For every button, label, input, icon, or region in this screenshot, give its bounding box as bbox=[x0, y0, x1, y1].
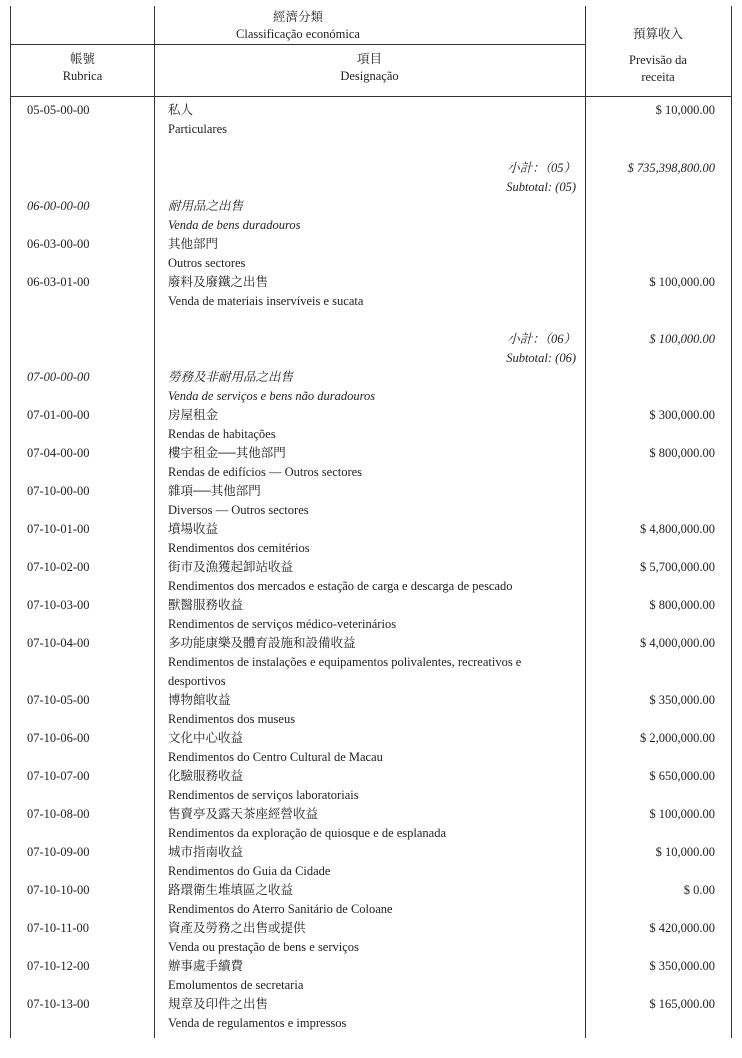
row-amount: $ 650,000.00 bbox=[649, 769, 715, 783]
subtotal-label-pt: Subtotal: (05) bbox=[506, 180, 576, 194]
row-desc-zh: 耐用品之出售 bbox=[168, 199, 244, 213]
row-amount: $ 800,000.00 bbox=[649, 598, 715, 612]
row-desc-zh: 資產及勞務之出售或提供 bbox=[168, 921, 306, 935]
row-code: 07-10-02-00 bbox=[27, 560, 90, 574]
row-desc-pt: Rendimentos dos mercados e estação de carga e descarga de pescado bbox=[168, 579, 513, 593]
row-code: 07-10-12-00 bbox=[27, 959, 90, 973]
row-code: 07-10-00-00 bbox=[27, 484, 90, 498]
header-rubrica-pt: Rubrica bbox=[62, 69, 103, 83]
row-code: 07-10-09-00 bbox=[27, 845, 90, 859]
row-desc-pt: Emolumentos de secretaria bbox=[168, 978, 304, 992]
row-code: 07-10-08-00 bbox=[27, 807, 90, 821]
header-designacao-zh: 項目 bbox=[356, 52, 382, 66]
row-code: 06-00-00-00 bbox=[27, 199, 90, 213]
row-code: 07-10-13-00 bbox=[27, 997, 90, 1011]
row-desc-pt: Rendimentos de serviços laboratoriais bbox=[168, 788, 359, 802]
row-desc-zh: 多功能康樂及體育設施和設備收益 bbox=[168, 636, 356, 650]
row-code: 07-10-10-00 bbox=[27, 883, 90, 897]
subtotal-amount: $ 100,000.00 bbox=[649, 332, 715, 346]
row-desc-pt: Rendimentos do Aterro Sanitário de Coloane bbox=[168, 902, 393, 916]
row-code: 07-10-04-00 bbox=[27, 636, 90, 650]
row-desc-pt: Rendimentos do Guia da Cidade bbox=[168, 864, 331, 878]
row-amount: $ 800,000.00 bbox=[649, 446, 715, 460]
row-desc-zh: 廢料及廢鐵之出售 bbox=[168, 275, 269, 289]
header-rule-bottom bbox=[11, 96, 731, 97]
row-amount: $ 165,000.00 bbox=[649, 997, 715, 1011]
header-rubrica bbox=[11, 51, 154, 85]
row-desc-zh: 城市指南收益 bbox=[168, 845, 244, 859]
row-amount: $ 5,700,000.00 bbox=[640, 560, 715, 574]
row-code: 07-10-05-00 bbox=[27, 693, 90, 707]
row-desc-zh: 房屋租金 bbox=[168, 408, 219, 422]
row-desc-pt: Particulares bbox=[168, 122, 228, 136]
row-amount: $ 10,000.00 bbox=[655, 103, 715, 117]
row-desc-pt: Rendimentos de instalações e equipamentos polivalentes, recreativos e desportivos bbox=[168, 655, 522, 688]
header-previsao bbox=[585, 26, 731, 86]
row-code: 06-03-01-00 bbox=[27, 275, 90, 289]
column-divider-code bbox=[154, 6, 155, 1038]
row-desc-zh: 獸醫服務收益 bbox=[168, 598, 244, 612]
row-desc-pt: Rendimentos da exploração de quiosque e de esplanada bbox=[168, 826, 447, 840]
row-desc-zh: 規章及印件之出售 bbox=[168, 997, 269, 1011]
row-desc-zh: 街市及漁獲起卸站收益 bbox=[168, 560, 294, 574]
row-amount: $ 350,000.00 bbox=[649, 693, 715, 707]
header-rule-classification bbox=[11, 44, 585, 45]
budget-table bbox=[10, 6, 732, 1038]
row-code: 07-04-00-00 bbox=[27, 446, 90, 460]
row-code: 06-03-00-00 bbox=[27, 237, 90, 251]
row-amount: $ 4,800,000.00 bbox=[640, 522, 715, 536]
row-amount: $ 100,000.00 bbox=[649, 275, 715, 289]
row-desc-zh: 售賣亭及露天茶座經營收益 bbox=[168, 807, 319, 821]
row-desc-zh: 樓宇租金──其他部門 bbox=[168, 446, 286, 460]
row-amount: $ 420,000.00 bbox=[649, 921, 715, 935]
row-desc-zh: 勞務及非耐用品之出售 bbox=[168, 370, 294, 384]
row-desc-zh: 路環衛生堆填區之收益 bbox=[168, 883, 294, 897]
header-designacao bbox=[154, 51, 585, 85]
row-desc-zh: 化驗服務收益 bbox=[168, 769, 244, 783]
row-desc-zh: 其他部門 bbox=[168, 237, 219, 251]
row-desc-zh: 私人 bbox=[168, 103, 194, 117]
row-desc-zh: 雜項──其他部門 bbox=[168, 484, 261, 498]
row-desc-zh: 辦事處手續費 bbox=[168, 959, 244, 973]
header-classification bbox=[11, 9, 585, 43]
row-amount: $ 100,000.00 bbox=[649, 807, 715, 821]
row-code: 07-10-07-00 bbox=[27, 769, 90, 783]
row-code: 05-05-00-00 bbox=[27, 103, 90, 117]
header-classification-pt: Classificação económica bbox=[236, 27, 360, 41]
row-amount: $ 0.00 bbox=[683, 883, 715, 897]
row-desc-pt: Venda de bens duradouros bbox=[168, 218, 301, 232]
row-amount: $ 350,000.00 bbox=[649, 959, 715, 973]
row-desc-pt: Diversos — Outros sectores bbox=[168, 503, 309, 517]
row-code: 07-01-00-00 bbox=[27, 408, 90, 422]
row-desc-pt: Rendas de edifícios — Outros sectores bbox=[168, 465, 363, 479]
row-desc-pt: Rendas de habitações bbox=[168, 427, 276, 441]
header-classification-zh: 經濟分類 bbox=[272, 10, 323, 24]
row-code: 07-10-11-00 bbox=[27, 921, 90, 935]
row-code: 07-00-00-00 bbox=[27, 370, 90, 384]
row-desc-pt: Venda de regulamentos e impressos bbox=[168, 1016, 347, 1030]
row-amount: $ 2,000,000.00 bbox=[640, 731, 715, 745]
row-desc-pt: Venda de serviços e bens não duradouros bbox=[168, 389, 376, 403]
row-code: 07-10-03-00 bbox=[27, 598, 90, 612]
row-desc-zh: 墳場收益 bbox=[168, 522, 219, 536]
row-desc-zh: 博物館收益 bbox=[168, 693, 231, 707]
subtotal-label-zh: 小計：（05） bbox=[507, 161, 576, 175]
subtotal-label-zh: 小計：（06） bbox=[507, 332, 576, 346]
subtotal-label-pt: Subtotal: (06) bbox=[506, 351, 576, 365]
row-desc-zh: 文化中心收益 bbox=[168, 731, 244, 745]
row-amount: $ 300,000.00 bbox=[649, 408, 715, 422]
subtotal-amount: $ 735,398,800.00 bbox=[627, 161, 715, 175]
row-desc-pt: Venda de materiais inservíveis e sucata bbox=[168, 294, 364, 308]
row-code: 07-10-01-00 bbox=[27, 522, 90, 536]
header-rubrica-zh: 帳號 bbox=[69, 52, 95, 66]
row-desc-pt: Rendimentos de serviços médico-veterinários bbox=[168, 617, 397, 631]
row-desc-pt: Outros sectores bbox=[168, 256, 246, 270]
row-amount: $ 4,000,000.00 bbox=[640, 636, 715, 650]
row-desc-pt: Rendimentos dos museus bbox=[168, 712, 296, 726]
header-previsao-pt-2: receita bbox=[641, 70, 675, 84]
row-desc-pt: Rendimentos dos cemitérios bbox=[168, 541, 310, 555]
row-amount: $ 10,000.00 bbox=[655, 845, 715, 859]
row-desc-pt: Rendimentos do Centro Cultural de Macau bbox=[168, 750, 383, 764]
row-code: 07-10-06-00 bbox=[27, 731, 90, 745]
row-desc-pt: Venda ou prestação de bens e serviços bbox=[168, 940, 359, 954]
header-previsao-pt-1: Previsão da bbox=[629, 53, 687, 67]
header-designacao-pt: Designação bbox=[340, 69, 399, 83]
header-previsao-zh: 預算收入 bbox=[632, 27, 683, 41]
